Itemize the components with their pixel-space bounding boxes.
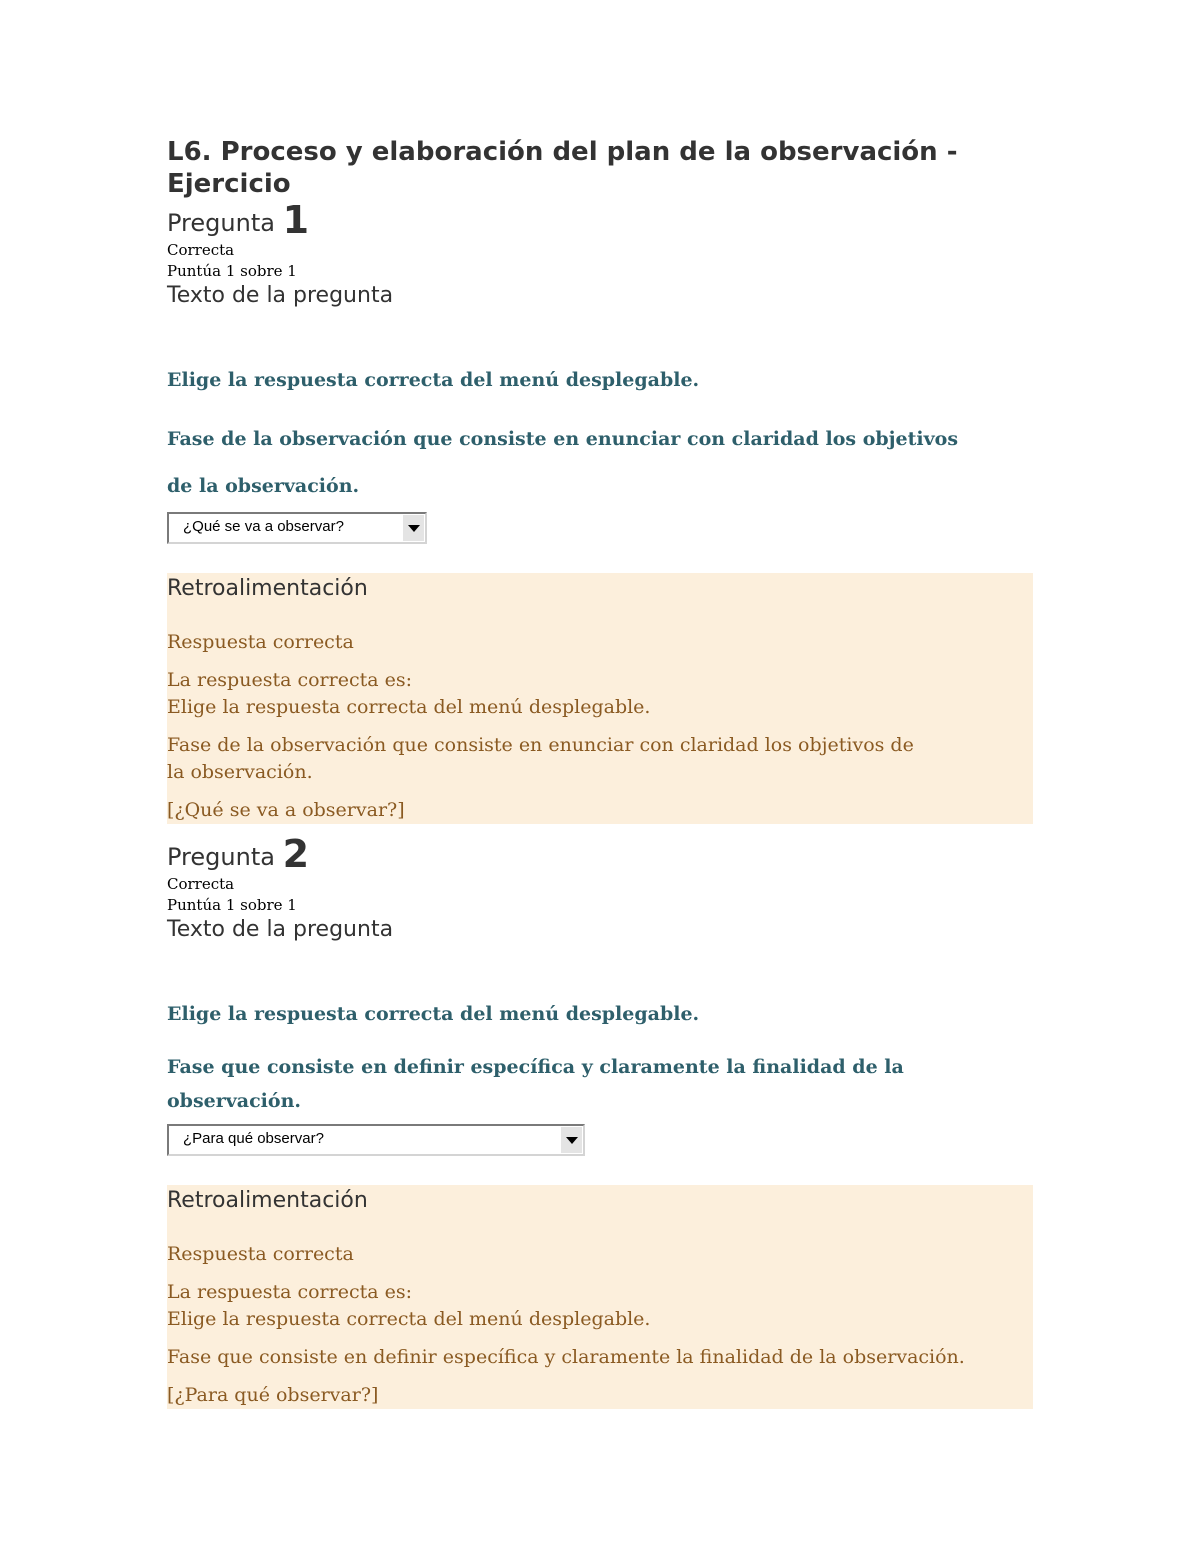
feedback-result: Respuesta correcta <box>167 631 354 653</box>
select-dropdown-button[interactable] <box>402 515 424 541</box>
question-heading <box>167 200 1033 240</box>
question-heading-label: Pregunta <box>167 209 275 237</box>
question-grade: Puntúa 1 sobre 1 <box>167 262 297 280</box>
chevron-down-icon <box>566 1137 578 1144</box>
question-heading <box>167 834 1033 874</box>
question-heading-label: Pregunta <box>167 843 275 871</box>
question-number: 2 <box>282 832 310 876</box>
question-1 <box>167 200 1033 824</box>
question-number: 1 <box>282 198 310 242</box>
feedback-result: Respuesta correcta <box>167 1243 354 1265</box>
select-dropdown-button[interactable] <box>560 1127 582 1153</box>
feedback-instruction: Elige la respuesta correcta del menú desplegable. <box>167 1308 651 1330</box>
feedback-title: Retroalimentación <box>167 1188 368 1213</box>
document-content <box>167 136 1033 1409</box>
question-state: Correcta <box>167 875 235 893</box>
feedback-statement: Fase que consiste en definir específica y claramente la finalidad de la observación. <box>167 1346 965 1368</box>
question-instruction: Elige la respuesta correcta del menú desplegable. <box>167 369 700 391</box>
question-statement: Fase que consiste en definir específica y claramente la finalidad de la observación. <box>167 1056 904 1112</box>
document-title: L6. Proceso y elaboración del plan de la observación - Ejercicio <box>167 137 958 199</box>
feedback-statement: Fase de la observación que consiste en enunciar con claridad los objetivos de la observación. <box>167 734 914 783</box>
answer-select[interactable] <box>167 1124 585 1156</box>
answer-select[interactable] <box>167 512 427 544</box>
feedback-title: Retroalimentación <box>167 576 368 601</box>
feedback-correct-intro: La respuesta correcta es: <box>167 669 412 691</box>
question-state: Correcta <box>167 241 235 259</box>
feedback-correct-intro: La respuesta correcta es: <box>167 1281 412 1303</box>
feedback-panel <box>167 1185 1033 1409</box>
question-statement: Fase de la observación que consiste en enunciar con claridad los objetivos de la observación. <box>167 428 959 497</box>
answer-select-value: ¿Para qué observar? <box>183 1130 324 1147</box>
question-text-label: Texto de la pregunta <box>167 917 394 942</box>
feedback-instruction: Elige la respuesta correcta del menú desplegable. <box>167 696 651 718</box>
question-text-label: Texto de la pregunta <box>167 283 394 308</box>
question-instruction: Elige la respuesta correcta del menú desplegable. <box>167 1003 700 1025</box>
feedback-answer: [¿Para qué observar?] <box>167 1384 379 1406</box>
feedback-panel <box>167 573 1033 824</box>
feedback-answer: [¿Qué se va a observar?] <box>167 799 405 821</box>
question-2 <box>167 834 1033 1409</box>
question-grade: Puntúa 1 sobre 1 <box>167 896 297 914</box>
chevron-down-icon <box>408 525 420 532</box>
answer-select-value: ¿Qué se va a observar? <box>183 518 344 535</box>
